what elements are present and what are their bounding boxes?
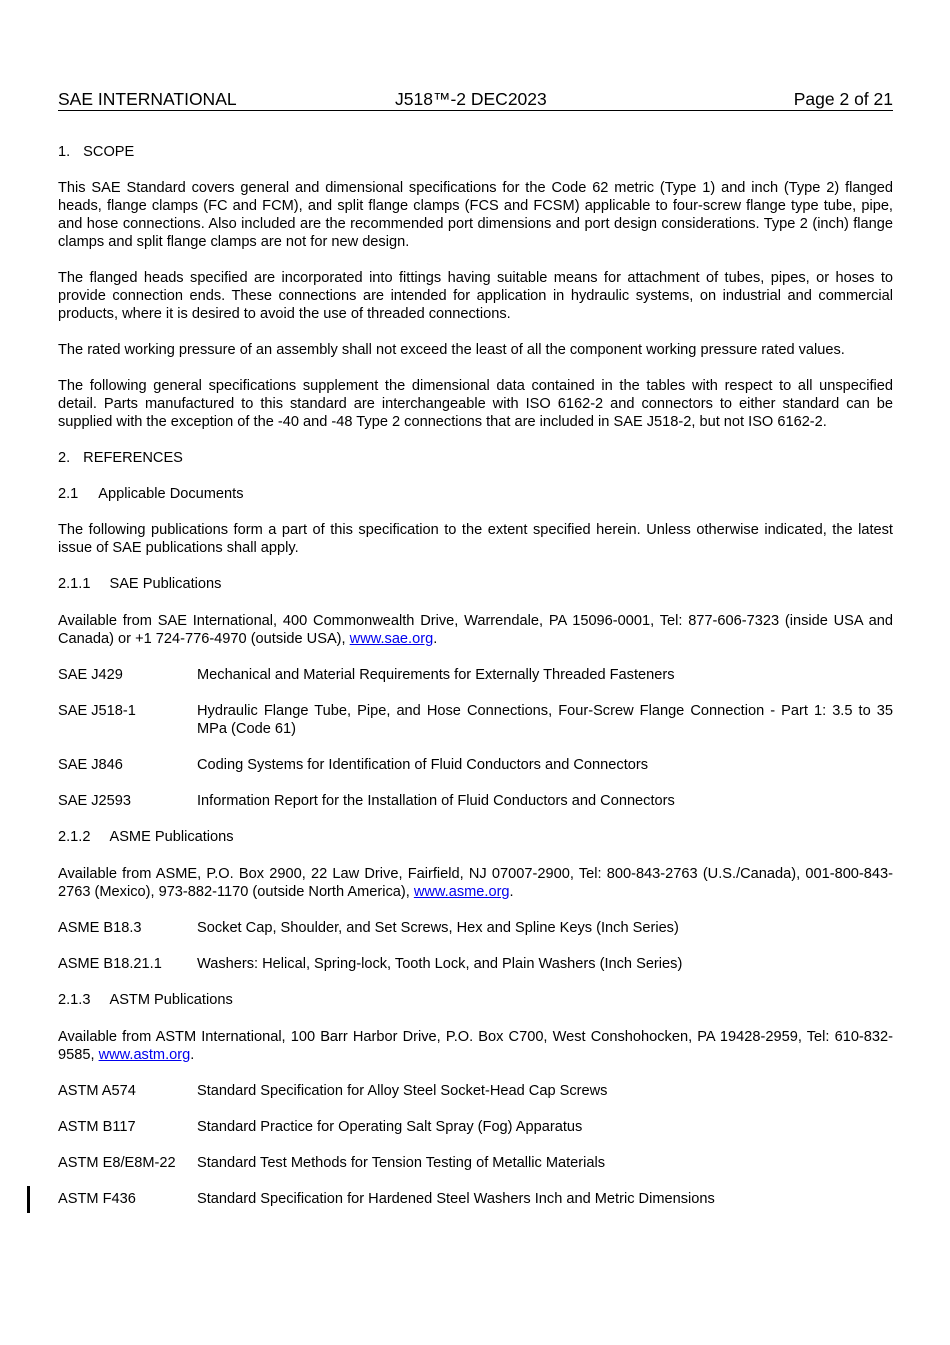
reference-title: Standard Test Methods for Tension Testing of Metallic Materials xyxy=(197,1155,606,1171)
subsection-heading-astm xyxy=(58,991,893,1009)
reference-title: Washers: Helical, Spring-lock, Tooth Lock, and Plain Washers (Inch Series) xyxy=(197,956,683,972)
astm-availability-text: Available from ASTM International, 100 Barr Harbor Drive, P.O. Box C700, West Conshohocken, PA 19428-2959, Tel: 610-832-9585, xyxy=(58,1029,893,1063)
reference-code: SAE J518-1 xyxy=(58,703,136,719)
section-number: 2. xyxy=(58,450,71,466)
sentence-end: . xyxy=(509,884,514,900)
reference-title: Standard Specification for Alloy Steel Socket-Head Cap Screws xyxy=(197,1083,608,1099)
subsection-title: ASTM Publications xyxy=(109,992,233,1008)
scope-paragraph-4: The following general specifications supplement the dimensional data contained in the tables with respect to all unspecified detail. Parts manufactured to this standard are interchangeable with ISO 6162-2 and connectors to either standard can be supplied with the exception of the -40 and -48 Type 2 connections that are included in SAE J518-2, but not ISO 6162-2. xyxy=(58,378,893,430)
reference-title: Mechanical and Material Requirements for Externally Threaded Fasteners xyxy=(197,667,675,683)
section-title: REFERENCES xyxy=(83,450,183,466)
revision-change-bar xyxy=(27,1186,30,1213)
section-title: SCOPE xyxy=(83,144,135,160)
sae-website-link[interactable]: www.sae.org xyxy=(349,631,434,647)
reference-title: Hydraulic Flange Tube, Pipe, and Hose Connections, Four-Screw Flange Connection - Part 1: 3.5 to 35 MPa (Code 61) xyxy=(197,703,893,737)
reference-title: Standard Practice for Operating Salt Spray (Fog) Apparatus xyxy=(197,1119,583,1135)
sae-availability-text: Available from SAE International, 400 Commonwealth Drive, Warrendale, PA 15096-0001, Tel: 877-606-7323 (inside USA and Canada) or +1 724-776-4970 (outside USA), xyxy=(58,613,893,647)
subsection-number: 2.1 xyxy=(58,486,79,502)
scope-paragraph-1: This SAE Standard covers general and dimensional specifications for the Code 62 metric (Type 1) and inch (Type 2) flanged heads, flange clamps (FC and FCM), and split flange clamps (FCS and FCSM) applicable to four-screw flange type tube, pipe, and hose connections. Also included are the recommended port dimensions and port design considerations. Type 2 (inch) flange clamps and split flange clamps are not for new design. xyxy=(58,180,893,250)
reference-code: ASTM A574 xyxy=(58,1083,136,1099)
reference-code: ASTM F436 xyxy=(58,1191,136,1207)
reference-code: ASME B18.3 xyxy=(58,920,142,936)
asme-availability-text: Available from ASME, P.O. Box 2900, 22 Law Drive, Fairfield, NJ 07007-2900, Tel: 800-843-2763 (U.S./Canada), 001-800-843-2763 (Mexico), 973-882-1170 (outside North America), xyxy=(58,866,893,900)
asme-website-link[interactable]: www.asme.org xyxy=(413,884,510,900)
section-number: 1. xyxy=(58,144,71,160)
reference-code: SAE J2593 xyxy=(58,793,132,809)
reference-title: Information Report for the Installation of Fluid Conductors and Connectors xyxy=(197,793,675,809)
subsection-title: ASME Publications xyxy=(109,829,234,845)
reference-title: Standard Specification for Hardened Steel Washers Inch and Metric Dimensions xyxy=(197,1191,715,1207)
sae-availability xyxy=(58,612,893,648)
scope-paragraph-3: The rated working pressure of an assembly shall not exceed the least of all the component working pressure rated values. xyxy=(58,342,845,358)
subsection-heading-applicable xyxy=(58,485,893,503)
subsection-number: 2.1.2 xyxy=(58,829,91,845)
subsection-title: Applicable Documents xyxy=(98,486,244,502)
reference-title: Coding Systems for Identification of Fluid Conductors and Connectors xyxy=(197,757,649,773)
reference-title: Socket Cap, Shoulder, and Set Screws, Hex and Spline Keys (Inch Series) xyxy=(197,920,679,936)
scope-paragraph-2: The flanged heads specified are incorporated into fittings having suitable means for attachment of tubes, pipes, or hoses to provide connection ends. These connections are intended for application in hydraulic systems, on industrial and commercial products, where it is desired to avoid the use of threaded connections. xyxy=(58,270,893,322)
header-organization: SAE INTERNATIONAL xyxy=(58,89,237,109)
reference-code: ASTM E8/E8M-22 xyxy=(58,1155,176,1171)
astm-availability xyxy=(58,1028,893,1064)
header-page-number: Page 2 of 21 xyxy=(793,89,893,109)
subsection-number: 2.1.1 xyxy=(58,576,91,592)
subsection-heading-asme xyxy=(58,828,893,846)
astm-website-link[interactable]: www.astm.org xyxy=(98,1047,191,1063)
reference-code: SAE J429 xyxy=(58,667,123,683)
section-heading-references xyxy=(58,449,893,467)
reference-code: ASTM B117 xyxy=(58,1119,136,1135)
subsection-heading-sae xyxy=(58,575,893,593)
subsection-title: SAE Publications xyxy=(109,576,222,592)
section-heading-scope xyxy=(58,143,893,161)
reference-code: SAE J846 xyxy=(58,757,123,773)
sentence-end: . xyxy=(433,631,438,647)
reference-code: ASME B18.21.1 xyxy=(58,956,162,972)
header-document-id: J518™-2 DEC2023 xyxy=(395,89,547,109)
subsection-number: 2.1.3 xyxy=(58,992,91,1008)
applicable-documents-text: The following publications form a part of this specification to the extent specified herein. Unless otherwise indicated, the latest issue of SAE publications shall apply. xyxy=(58,522,893,556)
page-header xyxy=(58,90,893,111)
asme-availability xyxy=(58,865,893,901)
sentence-end: . xyxy=(190,1047,195,1063)
